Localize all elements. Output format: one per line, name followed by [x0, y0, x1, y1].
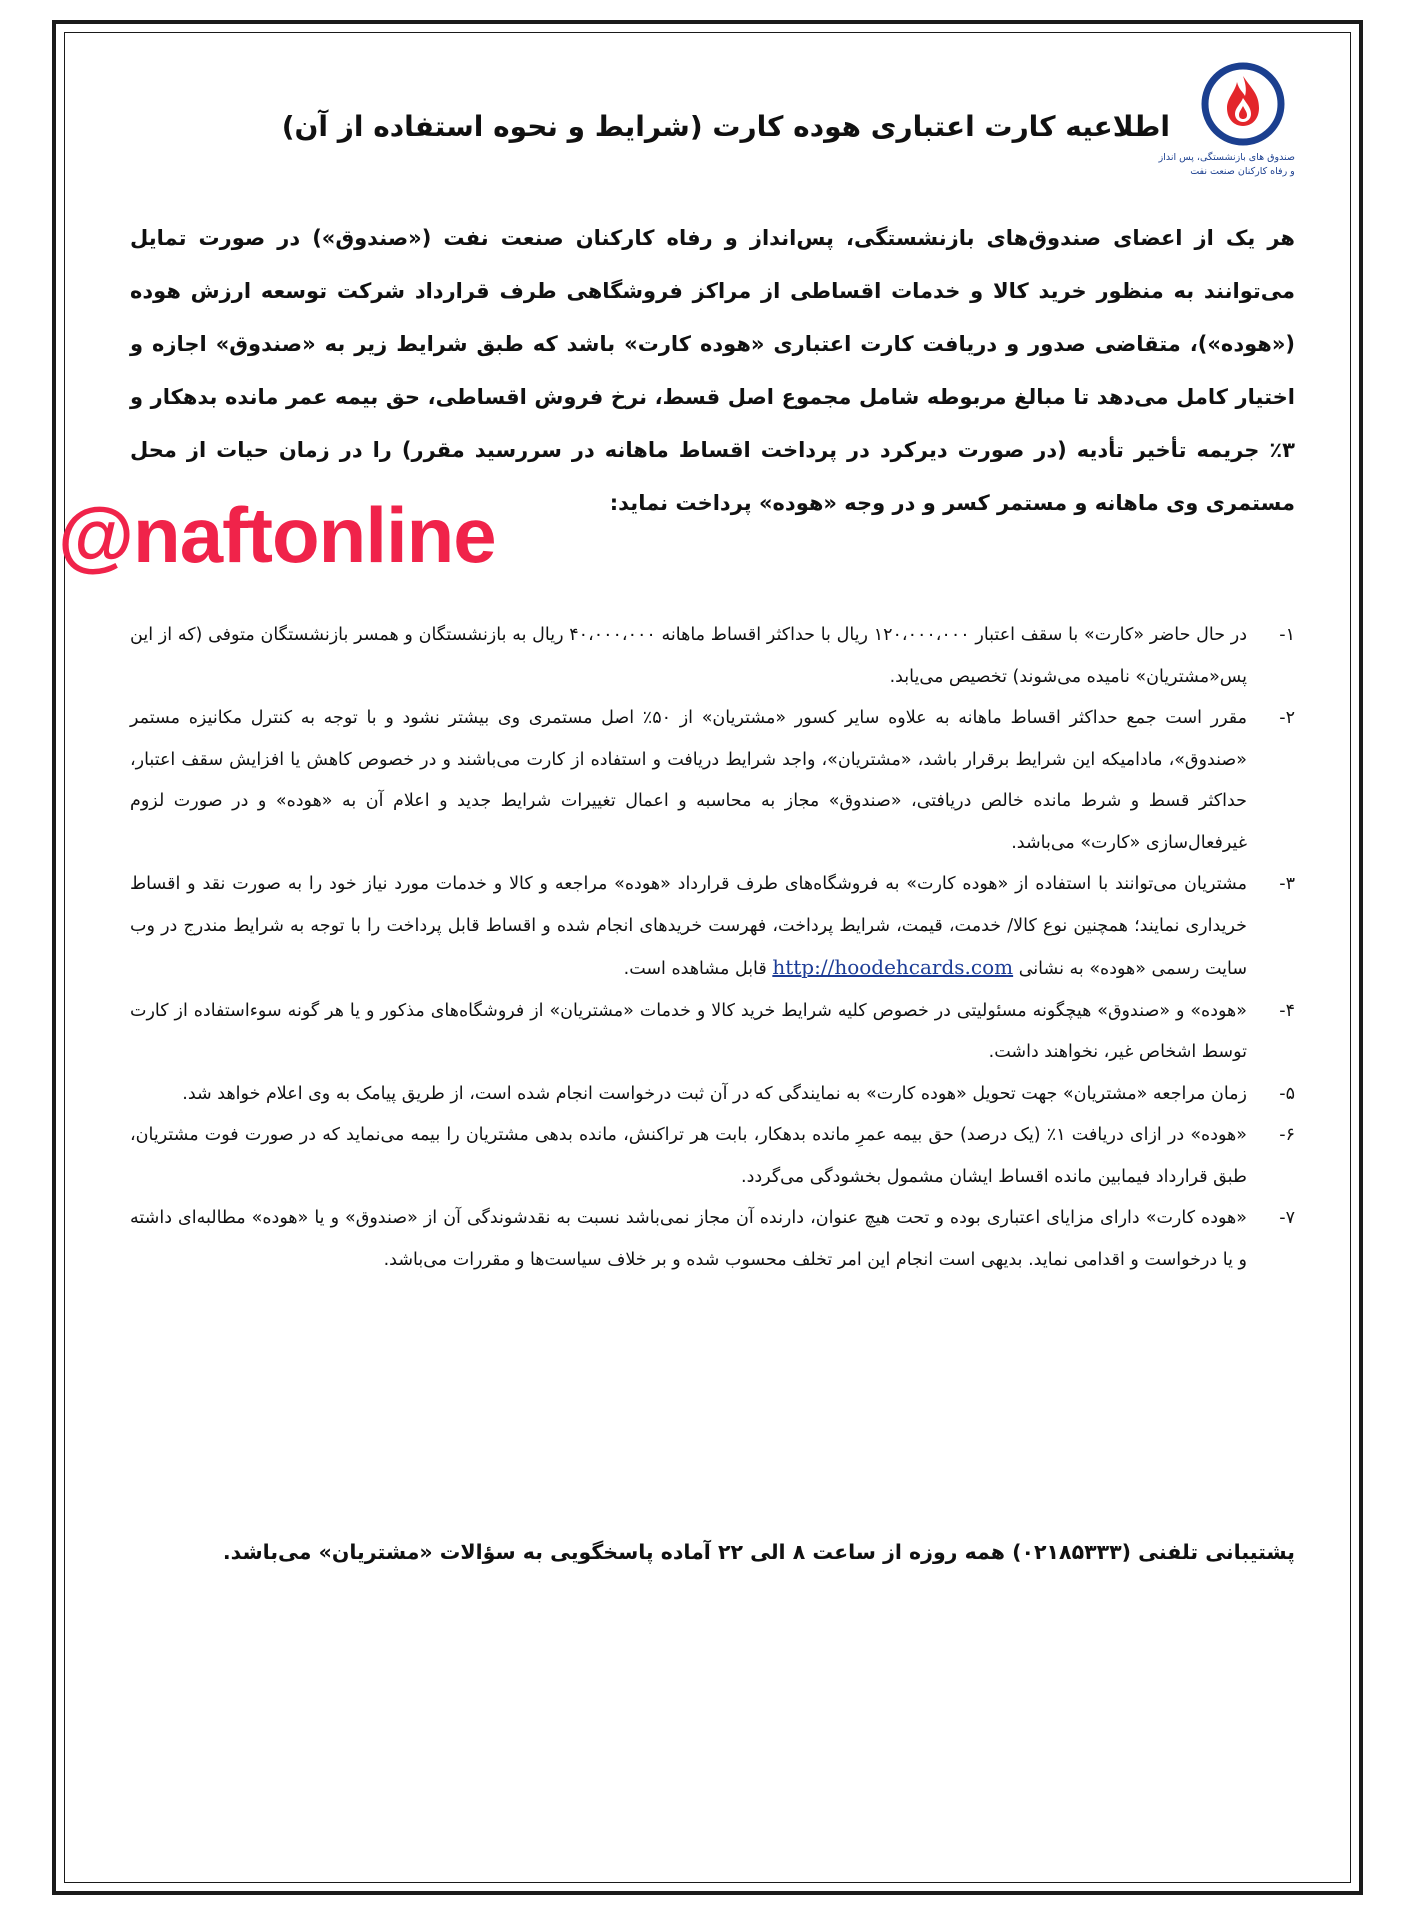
item-text: «هوده» و «صندوق» هیچگونه مسئولیتی در خصوص کلیه شرایط خرید کالا و خدمات «مشتریان» از فروشگاه‌های مذکور و یا هر گونه سوءاستفاده از کارت توسط اشخاص غیر، نخواهند داشت. — [130, 1000, 1247, 1062]
item-text: مشتریان می‌توانند با استفاده از «هوده کارت» به فروشگاه‌های طرف قرارداد «هوده» مراجعه و کالا و خدمات مورد نیاز خود را به صورت نقد و اقساط خریداری نمایند؛ همچنین نوع کالا/ خدمت، قیمت، شرایط پرداخت، فهرست خریدهای انجام شده و اقساط قابل پرداخت را با توجه به شرایط مندرج در وب سایت رسمی «هوده» به نشانی — [130, 874, 1247, 979]
item-number: ۲- — [1279, 708, 1295, 728]
list-item — [130, 991, 1295, 1074]
list-item — [130, 1115, 1295, 1198]
list-item — [130, 864, 1295, 991]
item-text-after: قابل مشاهده است. — [623, 959, 767, 979]
intro-paragraph: هر یک از اعضای صندوق‌های بازنشستگی، پس‌انداز و رفاه کارکنان صنعت نفت («صندوق») در صورت تمایل می‌توانند به منظور خرید کالا و خدمات اقساطی از مراکز فروشگاهی طرف قرارداد شرکت توسعه ارزش هوده («هوده»)، متقاضی صدور و دریافت کارت اعتباری «هوده کارت» باشد که طبق شرایط زیر به «صندوق» اجازه و اختیار کامل می‌دهد تا مبالغ مربوطه شامل مجموع اصل قسط، نرخ فروش اقساطی، حق بیمه عمر مانده بدهکار و ۳٪ جریمه تأخیر تأدیه (در صورت دیرکرد در پرداخت اقساط ماهانه در سررسید مقرر) را در زمان حیات از محل مستمری وی ماهانه و مستمر کسر و در وجه «هوده» پرداخت نماید: — [130, 226, 1295, 515]
list-item — [130, 698, 1295, 864]
item-text: مقرر است جمع حداکثر اقساط ماهانه به علاوه سایر کسور «مشتریان» از ۵۰٪ اصل مستمری وی بیشتر نشود و با توجه به کنترل مکانیزه مستمر «صندوق»، مادامیکه این شرایط برقرار باشد، «مشتریان»، واجد شرایط دریافت و استفاده از کارت می‌باشند و در خصوص کاهش یا افزایش سقف اعتبار، حداکثر قسط و شرط مانده خالص دریافتی، «صندوق» مجاز به محاسبه و اعمال تغییرات شرایط جدید و اعلام آن به «هوده» و در صورت لزوم غیرفعال‌سازی «کارت» می‌باشد. — [130, 708, 1247, 853]
document-header — [130, 50, 1295, 180]
page-title: اطلاعیه کارت اعتباری هوده کارت (شرایط و نحوه استفاده از آن) — [281, 110, 1170, 143]
item-number: ۵- — [1279, 1083, 1295, 1104]
item-number: ۳- — [1279, 874, 1295, 894]
item-text: «هوده کارت» دارای مزایای اعتباری بوده و تحت هیچ عنوان، دارنده آن مجاز نمی‌باشد نسبت به نقدشوندگی آن از «صندوق» و یا «هوده» مطالبه‌ای داشته و یا درخواست و اقدامی نماید. بدیهی است انجام این امر تخلف محسوب شده و بر خلاف سیاست‌ها و مقررات می‌باشد. — [130, 1208, 1247, 1270]
org-caption-line1: صندوق های بازنشستگی، پس انداز — [1158, 152, 1295, 163]
org-logo — [1158, 62, 1295, 178]
list-item — [130, 1074, 1295, 1116]
item-text: در حال حاضر «کارت» با سقف اعتبار ۱۲۰،۰۰۰،۰۰۰ ریال با حداکثر اقساط ماهانه ۴۰،۰۰۰،۰۰۰ ریال به بازنشستگان و همسر بازنشستگان متوفی (که از این پس«مشتریان» نامیده می‌شوند) تخصیص می‌یابد. — [130, 625, 1247, 687]
item-number: ۱- — [1279, 625, 1295, 645]
terms-list — [130, 615, 1295, 1281]
flame-logo-icon — [1201, 62, 1285, 146]
item-number: ۴- — [1279, 1000, 1295, 1021]
item-text: زمان مراجعه «مشتریان» جهت تحویل «هوده کارت» به نمایندگی که در آن ثبت درخواست انجام شده است، از طریق پیامک به وی اعلام خواهد شد. — [182, 1083, 1247, 1104]
support-line: پشتیبانی تلفنی (۰۲۱۸۵۳۳۳) همه روزه از ساعت ۸ الی ۲۲ آماده پاسخگویی به سؤالات «مشتریان» می‌باشد. — [222, 1540, 1295, 1564]
item-number: ۶- — [1279, 1125, 1295, 1145]
list-item — [130, 1198, 1295, 1281]
item-text: «هوده» در ازای دریافت ۱٪ (یک درصد) حق بیمه عمرِ مانده بدهکار، بابت هر تراکنش، مانده بدهی مشتریان را بیمه می‌نماید که در صورت فوت مشتریان، طبق قرارداد فیمابین مانده اقساط ایشان مشمول بخشودگی می‌گردد. — [130, 1125, 1247, 1187]
org-caption-line2: و رفاه کارکنان صنعت نفت — [1190, 166, 1295, 177]
watermark-handle: @naftonline — [58, 491, 496, 579]
item-number: ۷- — [1279, 1208, 1295, 1228]
website-link[interactable]: http://hoodehcards.com — [772, 955, 1014, 979]
list-item — [130, 615, 1295, 698]
